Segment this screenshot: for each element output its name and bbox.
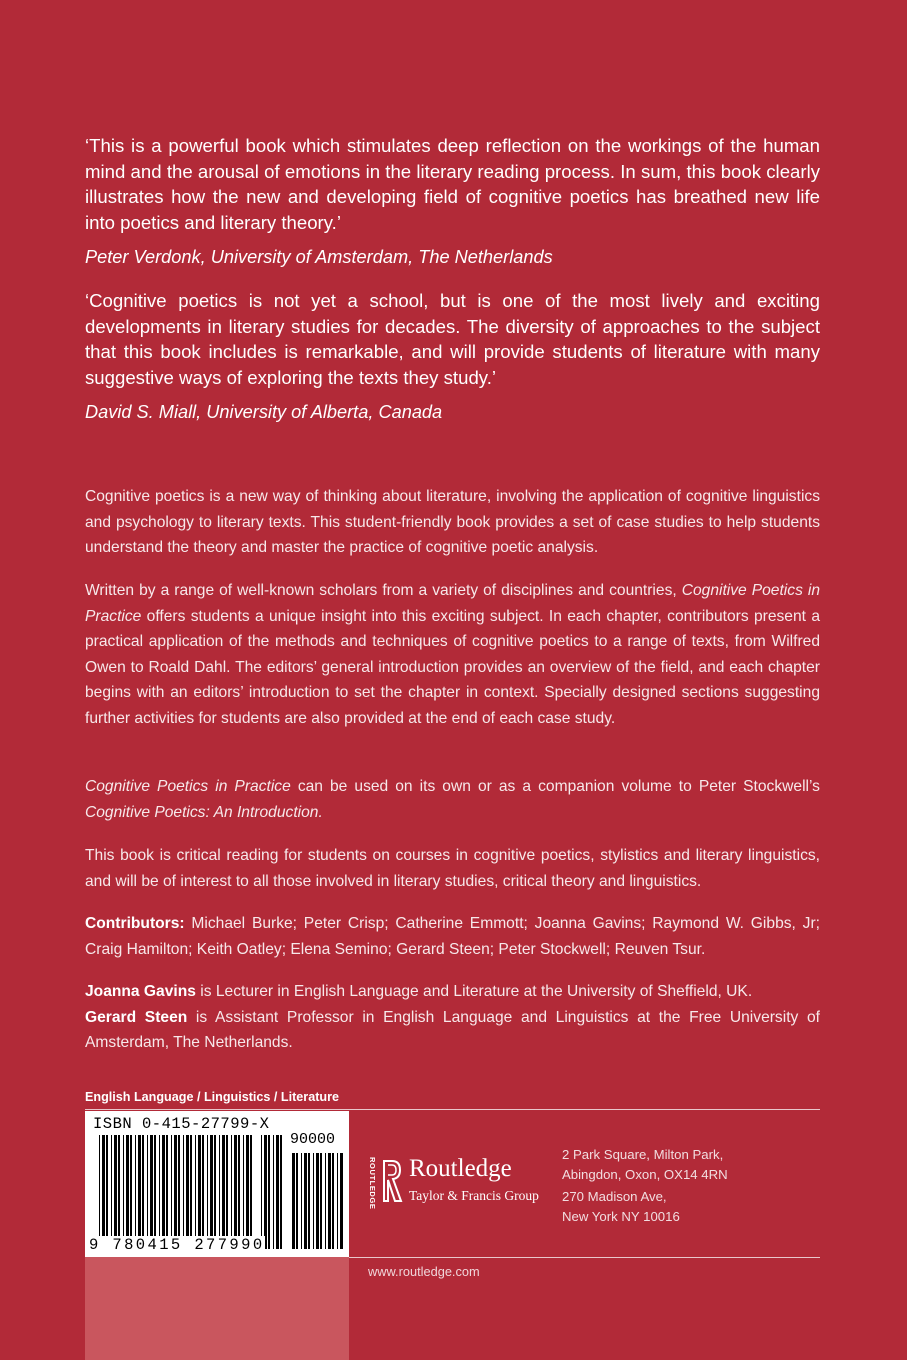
book-title: Cognitive Poetics in Practice [85, 778, 291, 795]
divider-bottom [349, 1257, 820, 1258]
book-title: Cognitive Poetics in Practice [85, 582, 821, 625]
editor-name-2: Gerard Steen [85, 1008, 188, 1026]
description-paragraph-3: Cognitive Poetics in Practice can be used on its own or as a companion volume to Peter Stockwell’s Cognitive Poetics: An Introduction. [85, 778, 820, 821]
barcode-panel-lower [85, 1257, 349, 1360]
isbn-number: ISBN 0-415-27799-X [93, 1115, 270, 1133]
subject-category: English Language / Linguistics / Literature [85, 1090, 340, 1104]
contributors-label: Contributors: [85, 915, 185, 932]
publisher-vertical-mark: ROUTLEDGE [368, 1157, 377, 1210]
address-us: 270 Madison Ave, New York NY 10016 [562, 1189, 680, 1224]
review-quote-1: ‘This is a powerful book which stimulates deep reflection on the workings of the human mind and the arousal of emotions in the literary reading process. In sum, this book clearly illustrates how the new and developing field of cognitive poetics has breathed new life into poetics and literary theory.’ [85, 135, 820, 233]
contributors: Contributors: Michael Burke; Peter Crisp; Catherine Emmott; Joanna Gavins; Raymond W. Gibbs, Jr; Craig Hamilton; Keith Oatley; Elena Semino; Gerard Steen; Peter Stockwell; Reuven Tsur. [85, 915, 820, 958]
description-paragraph-2: Written by a range of well-known scholars from a variety of disciplines and countries, Cognitive Poetics in Practice offers students a unique insight into this exciting subject. In each chapter, contributors present a practical application of the methods and techniques of cognitive poetics to a range of texts, from Wilfred Owen to Roald Dahl. The editors’ general introduction provides an overview of the field, and each chapter begins with an editors’ introduction to set the chapter in context. Specially designed sections suggesting further activities for students are also provided at the end of each case study. [85, 582, 821, 727]
routledge-logo-icon [380, 1157, 406, 1207]
divider-top [85, 1109, 820, 1110]
companion-title: Cognitive Poetics: An Introduction. [85, 803, 323, 821]
publisher-website[interactable]: www.routledge.com [368, 1264, 480, 1279]
editor-name-1: Joanna Gavins [85, 983, 196, 1000]
publisher-group: Taylor & Francis Group [409, 1188, 539, 1203]
review-attribution-2: David S. Miall, University of Alberta, Canada [85, 402, 443, 422]
review-quote-2: ‘Cognitive poetics is not yet a school, but is one of the most lively and exciting developments in literary studies for decades. The diversity of approaches to the subject that this book includes is remarkable, and will provide students of literature with many suggestive ways of exploring the texts they study.’ [85, 290, 820, 388]
address-uk: 2 Park Square, Milton Park, Abingdon, Oxon, OX14 4RN [562, 1147, 728, 1182]
publisher-logo [363, 1155, 553, 1211]
price-code: 90000 [290, 1131, 336, 1148]
editors-bio: Joanna Gavins is Lecturer in English Language and Literature at the University of Sheffield, UK. Gerard Steen is Assistant Professor in English Language and Linguistics at the Free University of Amsterdam, The Netherlands. [85, 983, 820, 1051]
isbn-barcode [85, 1111, 349, 1257]
description-paragraph-1: Cognitive poetics is a new way of thinking about literature, involving the application of cognitive linguistics and psychology to literary texts. This student-friendly book provides a set of case studies to help students understand the theory and master the practice of cognitive poetic analysis. [85, 488, 820, 556]
description-paragraph-4: This book is critical reading for students on courses in cognitive poetics, stylistics and literary linguistics, and will be of interest to all those involved in literary studies, critical theory and linguistics. [85, 847, 820, 890]
review-attribution-1: Peter Verdonk, University of Amsterdam, The Netherlands [85, 247, 553, 267]
ean-number: 9 780415 277990 [89, 1236, 265, 1254]
publisher-name: Routledge [409, 1155, 512, 1182]
